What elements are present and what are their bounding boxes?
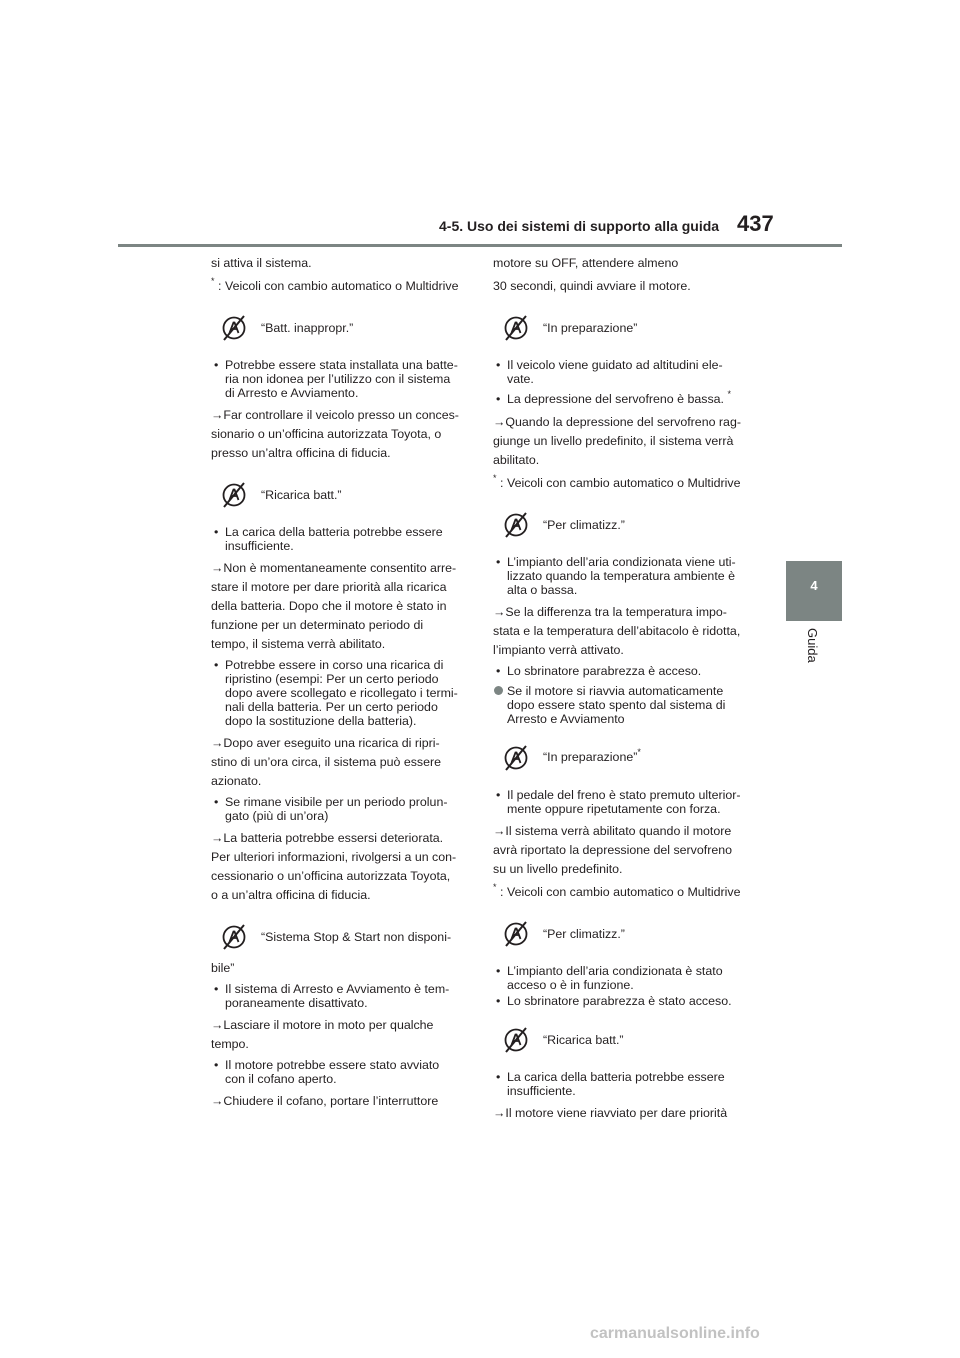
stop-start-indicator-icon bbox=[503, 512, 529, 538]
paragraph: motore su OFF, attendere almeno bbox=[493, 256, 679, 270]
bullet-item: • L’impianto dell’aria condizionata è stato acceso o è in funzione. bbox=[496, 964, 723, 992]
stop-start-indicator-icon bbox=[503, 315, 529, 341]
footnote-text: Veicoli con cambio automatico o Multidrive bbox=[225, 279, 459, 293]
bullet-item: • Il motore potrebbe essere stato avviato con il cofano aperto. bbox=[214, 1058, 440, 1086]
action-text: →Se la differenza tra la temperatura impo- bbox=[493, 605, 727, 619]
bullet-item: • Potrebbe essere in corso una ricarica di ripristino (esempi: Per un certo periodo dopo avere scollegato e ricollegato i termi- nali della batteria. Per un certo periodo dopo la sostituzione della batteria). bbox=[214, 658, 458, 728]
message-row bbox=[493, 310, 758, 346]
message-text: “Ricarica batt.” bbox=[543, 1032, 624, 1047]
left-column: si attiva il sistema. * : Veicoli con cambio automatico o Multidrive “Batt. inappropr.” • Potrebbe essere stata installata una batte- ria non idonea per l’utilizzo con il sistema di Arresto e Avviamento. →Far controllare il veicolo presso un conces- sionario o un’officina autorizzata Toyota, o presso un’altra officina di fiducia. “Ricarica batt.” • La carica della batteria potrebbe essere insufficiente. →Non è momentaneamente consentito arre- stare il motore per dare priorità alla ricarica della batteria. Dopo che il motore è stato in funzione per un determinato periodo di tempo, il sistema verrà abilitato. • Potrebbe essere in corso una ricarica di ripristino (esempi: Per un certo periodo dopo avere scollegato e ricollegato i termi- nali della batteria. Per un certo periodo dopo la sostituzione della batteria). →Dopo aver eseguito una ricarica di ripri- stino di un’ora circa, il sistema può essere azionato. • Se rimane visibile per un periodo prolun- gato (più di un’ora) →La batteria potrebbe essersi deteriorata. Per ulteriori informazioni, rivolgersi a un con- cessionario o un’officina autorizzata Toyota, o a un’altra officina di fiducia. “Sistema Stop & Start non disponi- bile” • Il sistema di Arresto e Avviamento è tem- poraneamente disattivato. →Lasciare il motore in moto per qualche tempo. • Il motore potrebbe essere stato avviato con il cofano aperto. →Chiudere il cofano, portare l’interruttore bbox=[211, 254, 471, 1111]
action-text: →Far controllare il veicolo presso un conces- bbox=[211, 408, 459, 422]
message-text: “Per climatizz.” bbox=[543, 517, 625, 532]
paragraph: si attiva il sistema. bbox=[211, 256, 312, 270]
bullet-item: • Il veicolo viene guidato ad altitudini ele- vate. bbox=[496, 358, 723, 386]
action-text: →La batteria potrebbe essersi deteriorata. bbox=[211, 831, 444, 845]
footnote: * : Veicoli con cambio automatico o Multidrive bbox=[493, 473, 741, 490]
gray-circle-bullet-icon bbox=[494, 686, 503, 695]
message-text: “Ricarica batt.” bbox=[261, 487, 342, 502]
bullet-item: • Il sistema di Arresto e Avviamento è tem- poraneamente disattivato. bbox=[214, 982, 450, 1010]
section-title: 4-5. Uso dei sistemi di supporto alla guida bbox=[439, 218, 720, 234]
stop-start-indicator-icon bbox=[221, 924, 247, 950]
stop-start-indicator-icon bbox=[503, 921, 529, 947]
action-text: →Il sistema verrà abilitato quando il motore bbox=[493, 824, 732, 838]
action-text: →Chiudere il cofano, portare l’interruttore bbox=[211, 1094, 439, 1108]
bullet-item: • La carica della batteria potrebbe essere insufficiente. bbox=[214, 525, 443, 553]
footnote: * : Veicoli con cambio automatico o Multidrive bbox=[211, 276, 459, 293]
bullet-item: • Se rimane visibile per un periodo prolun- gato (più di un’ora) bbox=[214, 795, 448, 823]
message-row bbox=[493, 507, 758, 543]
footnote: * : Veicoli con cambio automatico o Multidrive bbox=[493, 882, 741, 899]
header-divider bbox=[118, 244, 842, 247]
watermark: carmanualsonline.info bbox=[590, 1325, 760, 1342]
message-row bbox=[493, 740, 758, 776]
bullet-item: • L’impianto dell’aria condizionata viene uti- lizzato quando la temperatura ambiente è alta o bassa. bbox=[496, 555, 736, 597]
message-text: “In preparazione”* bbox=[543, 747, 641, 764]
message-row bbox=[211, 477, 471, 513]
action-text: →Quando la depressione del servofreno rag- bbox=[493, 415, 741, 429]
action-text: →Il motore viene riavviato per dare priorità bbox=[493, 1106, 728, 1120]
message-row bbox=[211, 919, 471, 955]
footnote-text: Veicoli con cambio automatico o Multidrive bbox=[507, 885, 741, 899]
stop-start-indicator-icon bbox=[221, 482, 247, 508]
action-text: →Lasciare il motore in moto per qualche bbox=[211, 1018, 434, 1032]
bullet-item: • Potrebbe essere stata installata una batte- ria non idonea per l’utilizzo con il sistema di Arresto e Avviamento. bbox=[214, 358, 458, 400]
stop-start-indicator-icon bbox=[221, 315, 247, 341]
action-text: →Dopo aver eseguito una ricarica di ripri- bbox=[211, 736, 440, 750]
bullet-item: • La depressione del servofreno è bassa. * bbox=[496, 389, 731, 406]
message-text: “Per climatizz.” bbox=[543, 926, 625, 941]
chapter-label: Guida bbox=[805, 628, 820, 663]
message-text: “Batt. inappropr.” bbox=[261, 320, 354, 335]
message-text: “In preparazione” bbox=[543, 320, 638, 335]
footnote-text: Veicoli con cambio automatico o Multidrive bbox=[507, 476, 741, 490]
bullet-item: • Lo sbrinatore parabrezza è stato acceso. bbox=[496, 994, 732, 1008]
message-row bbox=[211, 310, 471, 346]
chapter-tab: 4 bbox=[786, 561, 842, 621]
page-number: 437 bbox=[737, 211, 774, 236]
bullet-item: • Il pedale del freno è stato premuto ulterior- mente oppure ripetutamente con forza. bbox=[496, 788, 741, 816]
stop-start-indicator-icon bbox=[503, 1027, 529, 1053]
message-row bbox=[493, 916, 758, 952]
right-column: motore su OFF, attendere almeno 30 secondi, quindi avviare il motore. “In preparazione” • Il veicolo viene guidato ad altitudini ele- vate. • La depressione del servofreno è bassa. * →Quando la depressione del servofreno rag- giunge un livello predefinito, il sistema verrà abilitato. * : Veicoli con cambio automatico o Multidrive “Per climatizz.” • L’impianto dell’aria condizionata viene uti- lizzato quando la temperatura ambiente è alta o bassa. →Se la differenza tra la temperatura impo- stata e la temperatura dell’abitacolo è ridotta, l’impianto verrà attivato. • Lo sbrinatore parabrezza è acceso. Se il motore si riavvia automaticamente dopo essere stato spento dal sistema di Arresto e Avviamento “In preparazione”* • Il pedale del freno è stato premuto ulterior- mente oppure ripetutamente con forza. →Il sistema verrà abilitato quando il motore avrà riportato la depressione del servofreno su un livello predefinito. * : Veicoli con cambio automatico o Multidrive “Per climatizz.” • L’impianto dell’aria condizionata è stato acceso o è in funzione. • Lo sbrinatore parabrezza è stato acceso. “Ricarica batt.” • La carica della batteria potrebbe essere insufficiente. →Il motore viene riavviato per dare priorità bbox=[493, 254, 758, 1123]
action-text: →Non è momentaneamente consentito arre- bbox=[211, 561, 457, 575]
bullet-item: • Lo sbrinatore parabrezza è acceso. bbox=[496, 664, 702, 678]
message-row bbox=[493, 1022, 758, 1058]
bullet-item: • La carica della batteria potrebbe essere insufficiente. bbox=[496, 1070, 725, 1098]
message-text-continued: bile” bbox=[211, 961, 235, 975]
stop-start-indicator-icon bbox=[503, 745, 529, 771]
message-text: “Sistema Stop & Start non disponi- bbox=[261, 929, 452, 944]
condition-item: Se il motore si riavvia automaticamente dopo essere stato spento dal sistema di Arresto e Avviamento bbox=[493, 684, 758, 726]
